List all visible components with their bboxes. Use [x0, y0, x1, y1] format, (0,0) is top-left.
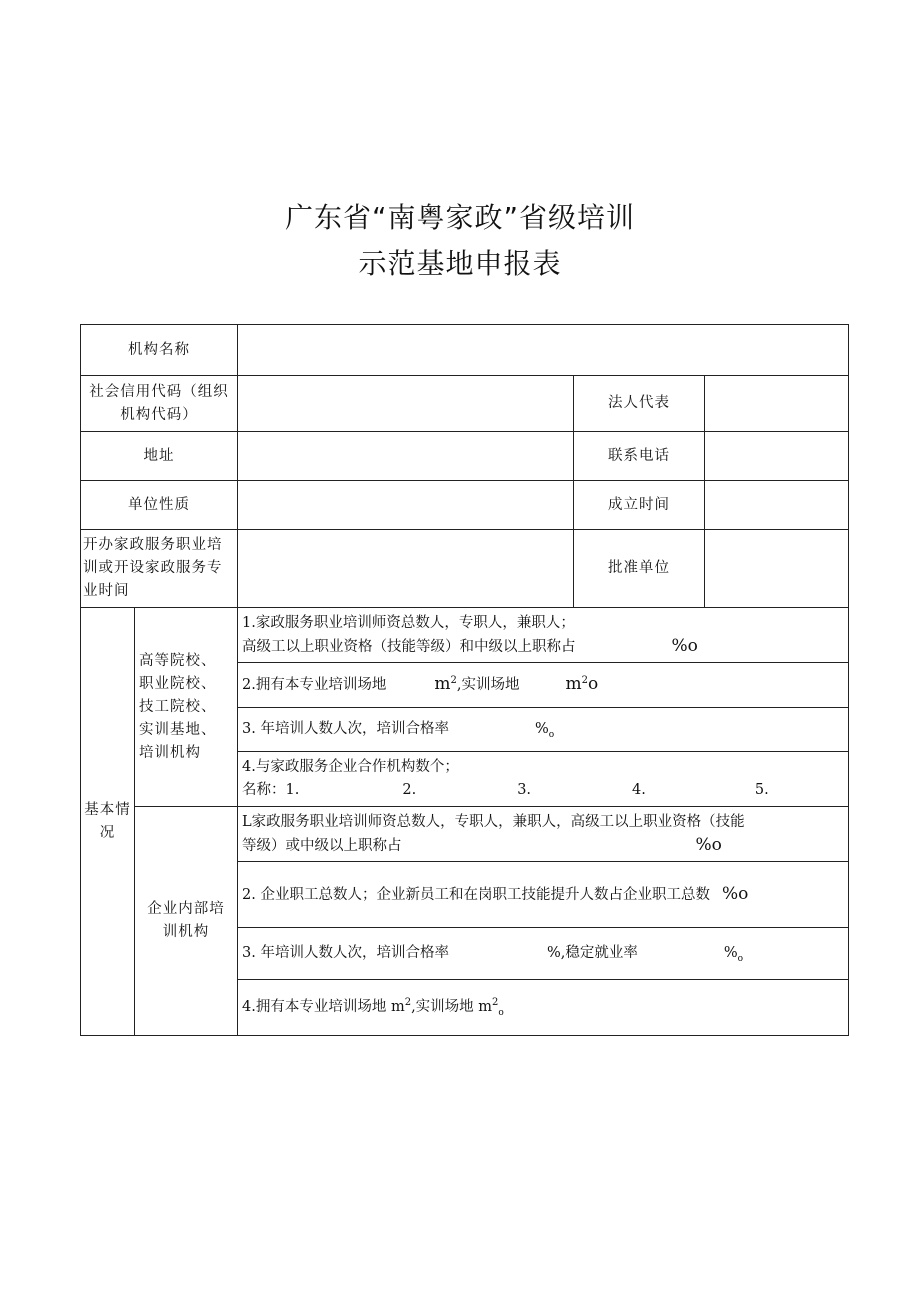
unit-nature-field[interactable]: [238, 481, 574, 530]
founded-field[interactable]: [705, 481, 849, 530]
start-time-field[interactable]: [238, 530, 574, 608]
phone-field[interactable]: [705, 432, 849, 481]
phone-label: 联系电话: [574, 432, 705, 481]
start-time-label: 开办家政服务职业培 训或开设家政服务专 业时间: [81, 530, 238, 608]
enterprise-item-3[interactable]: 3. 年培训人数人次，培训合格率 %,稳定就业率 $\%_o$: [238, 928, 849, 980]
credit-code-label: 社会信用代码（组织 机构代码）: [81, 376, 238, 432]
form-title-line-2: 示范基地申报表: [358, 247, 562, 280]
schools-item-1[interactable]: 1.家政服务职业培训师资总数人，专职人，兼职人； 高级工以上职业资格（技能等级）和中级以上职称占 %o: [238, 608, 849, 663]
enterprise-item-2[interactable]: 2. 企业职工总数人；企业新员工和在岗职工技能提升人数占企业职工总数 %o: [238, 862, 849, 928]
schools-item-3[interactable]: 3. 年培训人数人次，培训合格率 $\%_o$: [238, 708, 849, 752]
enterprise-item-1[interactable]: L家政服务职业培训师资总数人，专职人，兼职人，高级工以上职业资格（技能 等级）或中级以上职称占 %o: [238, 807, 849, 862]
address-field[interactable]: [238, 432, 574, 481]
schools-category-label: 高等院校、 职业院校、 技工院校、 实训基地、 培训机构: [135, 608, 238, 807]
org-name-label: 机构名称: [81, 325, 238, 376]
unit-nature-label: 单位性质: [81, 481, 238, 530]
application-form-table: [80, 324, 849, 1036]
credit-code-field[interactable]: [238, 376, 574, 432]
approval-unit-label: 批准单位: [574, 530, 705, 608]
org-name-field[interactable]: [238, 325, 849, 376]
address-label: 地址: [81, 432, 238, 481]
enterprise-category-label: 企业内部培 训机构: [135, 807, 238, 1036]
form-title-line-1: 广东省“南粤家政”省级培训: [284, 201, 635, 234]
enterprise-item-4[interactable]: 4.拥有本专业培训场地 $m^2$,实训场地 $m^2_o$: [238, 980, 849, 1036]
schools-item-2[interactable]: 2.拥有本专业培训场地 $m^2$,实训场地 $m^2o$: [238, 663, 849, 708]
founded-label: 成立时间: [574, 481, 705, 530]
approval-unit-field[interactable]: [705, 530, 849, 608]
legal-rep-field[interactable]: [705, 376, 849, 432]
legal-rep-label: 法人代表: [574, 376, 705, 432]
schools-item-4[interactable]: 4.与家政服务企业合作机构数个； 名称：1. 2. 3. 4. 5.: [238, 752, 849, 807]
basic-info-label: 基本情 况: [81, 608, 135, 1036]
